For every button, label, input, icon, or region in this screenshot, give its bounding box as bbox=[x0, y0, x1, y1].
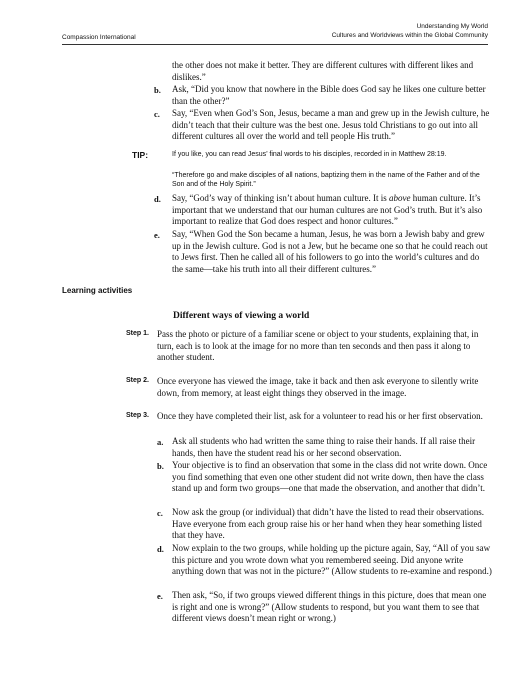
step-3-label: Step 3. bbox=[126, 412, 149, 419]
step3-item-c: Now ask the group (or individual) that didn’t have the listed to read their observations. Have everyone from each group raise his or her hand when they hear something listed that they have. bbox=[172, 507, 485, 540]
list-letter-b: b. bbox=[154, 85, 161, 95]
step3-letter-b: b. bbox=[157, 461, 164, 471]
tip-text: If you like, you can read Jesus’ final words to his disciples, recorded in in Matthew 28:19. bbox=[172, 151, 447, 158]
list-item-c: Say, “Even when God’s Son, Jesus, became a man and grew up in the Jewish culture, he didn’t teach that their culture was the best one. Jesus told Christians to go out into all different cultures all over the world and tell people His truth.” bbox=[172, 108, 490, 141]
list-letter-e: e. bbox=[154, 230, 160, 240]
step-1-label: Step 1. bbox=[126, 330, 149, 337]
list-item-d-emphasis: above bbox=[388, 193, 411, 203]
list-letter-c: c. bbox=[154, 109, 160, 119]
list-item-e: Say, “When God the Son became a human, Jesus, he was born a Jewish baby and grew up in the Jewish culture. God is not a Jew, but he became one so that he could reach out to Jews first. Then he called all of his followers to go into the world’s cultures and do the same—take his truth into all their different cultures.” bbox=[172, 229, 488, 274]
step-2-label: Step 2. bbox=[126, 377, 149, 384]
section-heading: Learning activities bbox=[62, 286, 133, 295]
list-item-d-text-after: human culture. It’s important that we understand that our human cultures are not God’s truth. But it’s also important to realize that God does respect and honor cultures.” bbox=[172, 193, 483, 226]
step-1-text: Pass the photo or picture of a familiar scene or object to your students, explaining that, in turn, each is to look at the image for no more than ten seconds and then pass it along to another student. bbox=[157, 329, 479, 362]
page-header bbox=[62, 22, 488, 45]
step3-letter-a: a. bbox=[157, 437, 164, 447]
header-document-title bbox=[332, 22, 488, 40]
list-item-d-text-before: Say, “God’s way of thinking isn’t about human culture. It is bbox=[172, 193, 389, 203]
step3-item-d: Now explain to the two groups, while holding up the picture again, Say, “All of you saw this picture and you wrote down what you remembered seeing. Did anyone write anything down that was not in the picture?” (Allow students to re-examine and respond.) bbox=[172, 543, 492, 576]
list-item-d bbox=[172, 193, 492, 228]
step3-item-b: Your objective is to find an observation that some in the class did not write down. Once you find something that even one other student did not write down, then have the class stand up and form two groups—one that made the observation, and another that didn’t. bbox=[172, 460, 488, 493]
step3-letter-e: e. bbox=[157, 591, 163, 601]
tip-label: TIP: bbox=[132, 150, 149, 160]
tip-quote: “Therefore go and make disciples of all nations, baptizing them in the name of the Father and of the Son and of the Holy Spirit.” bbox=[172, 172, 480, 188]
list-letter-d: d. bbox=[154, 194, 161, 204]
step3-item-e: Then ask, “So, if two groups viewed different things in this picture, does that mean one is right and one is wrong?” (Allow students to respond, but you want them to see that different views doesn’t mean right or wrong.) bbox=[172, 590, 487, 623]
step3-letter-c: c. bbox=[157, 508, 163, 518]
step-2-text: Once everyone has viewed the image, take it back and then ask everyone to silently write down, from memory, at least eight things they observed in the image. bbox=[157, 376, 479, 398]
intro-continuation: the other does not make it better. They are different cultures with different likes and dislikes.” bbox=[172, 60, 474, 82]
header-organization: Compassion International bbox=[62, 34, 136, 41]
step3-letter-d: d. bbox=[157, 544, 164, 554]
list-item-b: Ask, “Did you know that nowhere in the Bible does God say he likes one culture better than the other?” bbox=[172, 84, 486, 106]
step-3-text: Once they have completed their list, ask for a volunteer to read his or her first observation. bbox=[157, 411, 483, 421]
header-title-line1: Understanding My World bbox=[416, 23, 488, 30]
activity-title: Different ways of viewing a world bbox=[173, 311, 310, 321]
header-title-line2: Cultures and Worldviews within the Global Community bbox=[331, 32, 488, 39]
step3-item-a: Ask all students who had written the same thing to raise their hands. If all raise their hands, then have the student read his or her second observation. bbox=[172, 436, 476, 458]
